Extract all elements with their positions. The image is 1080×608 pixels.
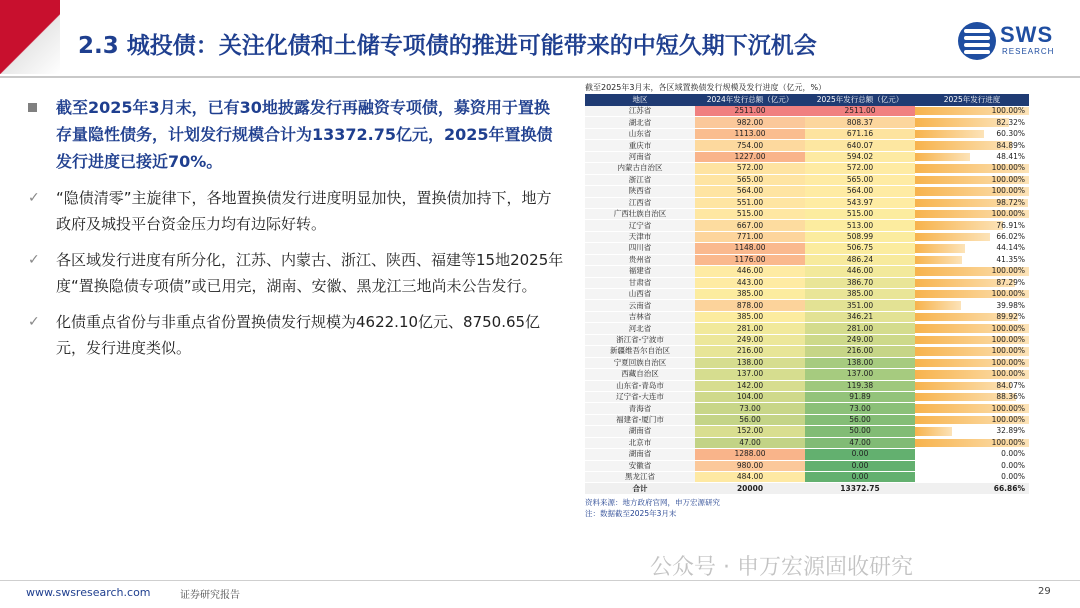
progress-value: 100.00% [991, 186, 1025, 196]
cell-progress [915, 197, 1029, 208]
cell-progress [915, 414, 1029, 425]
cell-2025: 346.21 [805, 311, 915, 322]
table-row [585, 117, 1029, 128]
progress-value: 100.00% [991, 415, 1025, 425]
cell-region: 四川省 [585, 243, 695, 254]
cell-2024: 56.00 [695, 414, 805, 425]
cell-2025: 446.00 [805, 266, 915, 277]
total-2024: 20000 [695, 483, 805, 494]
progress-value: 100.00% [991, 334, 1025, 344]
watermark: 公众号 · 申万宏源固收研究 [650, 555, 913, 580]
cell-2025: 486.24 [805, 254, 915, 265]
cell-progress [915, 231, 1029, 242]
progress-value: 87.29% [996, 277, 1025, 287]
progress-value: 0.00% [1001, 460, 1025, 470]
cell-region: 天津市 [585, 231, 695, 242]
cell-region: 吉林省 [585, 311, 695, 322]
cell-region: 云南省 [585, 300, 695, 311]
cell-2025: 564.00 [805, 186, 915, 197]
progress-value: 82.32% [996, 117, 1025, 127]
progress-value: 89.92% [996, 312, 1025, 322]
total-label: 合计 [585, 483, 695, 494]
progress-value: 76.91% [996, 220, 1025, 230]
progress-value: 98.72% [996, 197, 1025, 207]
cell-region: 江苏省 [585, 106, 695, 117]
cell-2024: 47.00 [695, 437, 805, 448]
cell-2025: 385.00 [805, 289, 915, 300]
main-point [24, 94, 564, 175]
cell-progress [915, 266, 1029, 277]
footer-divider [0, 580, 1080, 581]
cell-2024: 1113.00 [695, 128, 805, 139]
header [0, 0, 1080, 74]
cell-2025: 572.00 [805, 163, 915, 174]
cell-2025: 508.99 [805, 231, 915, 242]
table-row [585, 254, 1029, 265]
cell-progress [915, 140, 1029, 151]
cell-2025: 543.97 [805, 197, 915, 208]
cell-region: 广西壮族自治区 [585, 208, 695, 219]
cell-region: 北京市 [585, 437, 695, 448]
progress-value: 0.00% [1001, 472, 1025, 482]
main-point-text: 截至2025年3月末，已有30地披露发行再融资专项债，募资用于置换存量隐性债务，计划发行规模合计为13372.75亿元，2025年置换债发行进度已接近70%。 [56, 98, 553, 171]
cell-2025: 216.00 [805, 346, 915, 357]
table-header-row [585, 94, 1029, 106]
total-2025: 13372.75 [805, 483, 915, 494]
sub-point-text: 化债重点省份与非重点省份置换债发行规模为4622.10亿元、8750.65亿元，发行进度类似。 [56, 313, 541, 357]
cell-2025: 138.00 [805, 357, 915, 368]
progress-value: 100.00% [991, 403, 1025, 413]
col-header-2024: 2024年发行总额（亿元） [695, 94, 805, 106]
cell-2024: 771.00 [695, 231, 805, 242]
table-row [585, 311, 1029, 322]
progress-value: 100.00% [991, 106, 1025, 116]
table-row [585, 151, 1029, 162]
cell-progress [915, 357, 1029, 368]
table-row [585, 243, 1029, 254]
text-panel [24, 94, 564, 361]
cell-region: 浙江省 [585, 174, 695, 185]
logo-text: SWS [1000, 22, 1054, 47]
progress-value: 32.89% [996, 426, 1025, 436]
cell-2024: 73.00 [695, 403, 805, 414]
table-row [585, 289, 1029, 300]
cell-2025: 91.89 [805, 391, 915, 402]
cell-2025: 50.00 [805, 426, 915, 437]
cell-2025: 594.02 [805, 151, 915, 162]
cell-2025: 640.07 [805, 140, 915, 151]
check-icon: ✓ [28, 314, 40, 330]
cell-2025: 119.38 [805, 380, 915, 391]
cell-2024: 982.00 [695, 117, 805, 128]
cell-progress [915, 403, 1029, 414]
cell-region: 辽宁省 [585, 220, 695, 231]
progress-value: 48.41% [996, 151, 1025, 161]
table-row [585, 197, 1029, 208]
cell-progress [915, 243, 1029, 254]
cell-region: 山西省 [585, 289, 695, 300]
sub-point-text: 各区域发行进度有所分化，江苏、内蒙古、浙江、陕西、福建等15地2025年度“置换隐债专项债”或已用完，湖南、安徽、黑龙江三地尚未公告发行。 [56, 251, 564, 295]
progress-bar [915, 301, 961, 309]
page-title: 2.3 城投债：关注化债和土储专项债的推进可能带来的中短久期下沉机会 [78, 33, 817, 59]
cell-2025: 56.00 [805, 414, 915, 425]
cell-region: 河北省 [585, 323, 695, 334]
cell-progress [915, 391, 1029, 402]
cell-2024: 2511.00 [695, 106, 805, 117]
progress-bar [915, 118, 1009, 126]
cell-2024: 137.00 [695, 369, 805, 380]
table-row [585, 174, 1029, 185]
progress-value: 100.00% [991, 437, 1025, 447]
table-row [585, 128, 1029, 139]
progress-bar [915, 233, 990, 241]
progress-bar [915, 221, 1003, 229]
table-row [585, 403, 1029, 414]
cell-2024: 1227.00 [695, 151, 805, 162]
cell-progress [915, 449, 1029, 460]
progress-value: 100.00% [991, 289, 1025, 299]
cell-region: 福建省 [585, 266, 695, 277]
cell-2025: 73.00 [805, 403, 915, 414]
cell-progress [915, 117, 1029, 128]
cell-2025: 671.16 [805, 128, 915, 139]
cell-2025: 137.00 [805, 369, 915, 380]
cell-2024: 104.00 [695, 391, 805, 402]
cell-region: 山东省-青岛市 [585, 380, 695, 391]
table-row [585, 266, 1029, 277]
cell-progress [915, 380, 1029, 391]
table-row [585, 369, 1029, 380]
progress-value: 100.00% [991, 174, 1025, 184]
cell-region: 重庆市 [585, 140, 695, 151]
progress-value: 100.00% [991, 323, 1025, 333]
cell-progress [915, 254, 1029, 265]
total-progress: 66.86% [915, 483, 1029, 494]
table-row [585, 414, 1029, 425]
cell-2024: 980.00 [695, 460, 805, 471]
sub-point-1 [24, 185, 564, 237]
progress-bar [915, 130, 984, 138]
table-row [585, 277, 1029, 288]
header-divider [0, 76, 1080, 78]
col-header-2025: 2025年发行总额（亿元） [805, 94, 915, 106]
cell-progress [915, 311, 1029, 322]
cell-2025: 0.00 [805, 472, 915, 483]
cell-region: 新疆维吾尔自治区 [585, 346, 695, 357]
cell-2025: 0.00 [805, 460, 915, 471]
cell-progress [915, 208, 1029, 219]
cell-progress [915, 174, 1029, 185]
cell-2025: 506.75 [805, 243, 915, 254]
progress-value: 39.98% [996, 300, 1025, 310]
cell-2024: 281.00 [695, 323, 805, 334]
col-header-region: 地区 [585, 94, 695, 106]
issuance-table-panel [585, 82, 1029, 519]
check-icon: ✓ [28, 190, 40, 206]
table-row [585, 231, 1029, 242]
cell-2024: 152.00 [695, 426, 805, 437]
page-number: 29 [1038, 586, 1051, 597]
cell-progress [915, 323, 1029, 334]
cell-2024: 142.00 [695, 380, 805, 391]
footer-doc-type: 证券研究报告 [180, 590, 240, 601]
cell-progress [915, 334, 1029, 345]
cell-region: 山东省 [585, 128, 695, 139]
cell-2024: 551.00 [695, 197, 805, 208]
sub-point-text: “隐债清零”主旋律下，各地置换债发行进度明显加快，置换债加持下，地方政府及城投平台资金压力均有边际好转。 [56, 189, 552, 233]
cell-2024: 249.00 [695, 334, 805, 345]
cell-region: 河南省 [585, 151, 695, 162]
cell-region: 福建省-厦门市 [585, 414, 695, 425]
source-note: 资料来源：地方政府官网，申万宏源研究 [585, 497, 720, 507]
cell-2024: 1148.00 [695, 243, 805, 254]
header-accent [0, 0, 60, 74]
table-row [585, 391, 1029, 402]
check-icon: ✓ [28, 252, 40, 268]
table-row [585, 380, 1029, 391]
cell-progress [915, 472, 1029, 483]
issuance-table [585, 94, 1029, 495]
cell-2024: 667.00 [695, 220, 805, 231]
cell-region: 西藏自治区 [585, 369, 695, 380]
table-row [585, 300, 1029, 311]
cell-2024: 572.00 [695, 163, 805, 174]
sws-logo [958, 22, 1058, 62]
progress-value: 100.00% [991, 266, 1025, 276]
cell-2025: 281.00 [805, 323, 915, 334]
cell-2024: 878.00 [695, 300, 805, 311]
cell-region: 陕西省 [585, 186, 695, 197]
cell-region: 青海省 [585, 403, 695, 414]
progress-value: 84.89% [996, 140, 1025, 150]
footer-website-link[interactable]: www.swsresearch.com [26, 586, 151, 599]
cell-2024: 515.00 [695, 208, 805, 219]
cell-progress [915, 277, 1029, 288]
cell-region: 湖南省 [585, 426, 695, 437]
cell-region: 内蒙古自治区 [585, 163, 695, 174]
table-notes [585, 497, 1029, 519]
table-row [585, 163, 1029, 174]
cell-2024: 446.00 [695, 266, 805, 277]
progress-value: 88.36% [996, 392, 1025, 402]
cell-2024: 1288.00 [695, 449, 805, 460]
progress-value: 100.00% [991, 346, 1025, 356]
progress-value: 100.00% [991, 357, 1025, 367]
cell-2025: 513.00 [805, 220, 915, 231]
col-header-progress: 2025年发行进度 [915, 94, 1029, 106]
table-row [585, 140, 1029, 151]
cell-2024: 138.00 [695, 357, 805, 368]
table-row [585, 460, 1029, 471]
cell-region: 安徽省 [585, 460, 695, 471]
progress-value: 60.30% [996, 129, 1025, 139]
table-row [585, 334, 1029, 345]
cell-progress [915, 426, 1029, 437]
cell-region: 江西省 [585, 197, 695, 208]
cell-progress [915, 128, 1029, 139]
cell-region: 浙江省-宁波市 [585, 334, 695, 345]
cell-2024: 564.00 [695, 186, 805, 197]
progress-value: 100.00% [991, 163, 1025, 173]
table-row [585, 426, 1029, 437]
cell-progress [915, 220, 1029, 231]
cell-2025: 2511.00 [805, 106, 915, 117]
cell-region: 贵州省 [585, 254, 695, 265]
cell-progress [915, 460, 1029, 471]
cell-2024: 216.00 [695, 346, 805, 357]
cell-progress [915, 437, 1029, 448]
cell-2025: 808.37 [805, 117, 915, 128]
sub-point-2 [24, 247, 564, 299]
cell-2025: 249.00 [805, 334, 915, 345]
cell-progress [915, 300, 1029, 311]
cell-2024: 385.00 [695, 289, 805, 300]
cell-2025: 0.00 [805, 449, 915, 460]
cell-2024: 443.00 [695, 277, 805, 288]
progress-value: 0.00% [1001, 449, 1025, 459]
cell-progress [915, 151, 1029, 162]
cell-region: 湖南省 [585, 449, 695, 460]
cell-2024: 1176.00 [695, 254, 805, 265]
cell-region: 黑龙江省 [585, 472, 695, 483]
table-row [585, 208, 1029, 219]
square-bullet-icon [28, 103, 37, 112]
table-row [585, 323, 1029, 334]
cell-2025: 386.70 [805, 277, 915, 288]
progress-value: 66.02% [996, 232, 1025, 242]
table-row [585, 346, 1029, 357]
cell-2025: 351.00 [805, 300, 915, 311]
progress-value: 100.00% [991, 369, 1025, 379]
progress-value: 100.00% [991, 209, 1025, 219]
table-row [585, 357, 1029, 368]
total-row [585, 483, 1029, 494]
progress-value: 84.07% [996, 380, 1025, 390]
table-row [585, 472, 1029, 483]
cell-progress [915, 369, 1029, 380]
cell-region: 湖北省 [585, 117, 695, 128]
cell-region: 甘肃省 [585, 277, 695, 288]
cell-2025: 47.00 [805, 437, 915, 448]
cell-2024: 565.00 [695, 174, 805, 185]
cell-2024: 385.00 [695, 311, 805, 322]
cell-progress [915, 106, 1029, 117]
cell-2025: 515.00 [805, 208, 915, 219]
date-note: 注：数据截至2025年3月末 [585, 508, 677, 518]
table-row [585, 437, 1029, 448]
cell-progress [915, 289, 1029, 300]
logo-mark-icon [958, 22, 996, 60]
progress-bar [915, 153, 970, 161]
cell-2024: 754.00 [695, 140, 805, 151]
progress-bar [915, 256, 962, 264]
cell-2025: 565.00 [805, 174, 915, 185]
cell-2024: 484.00 [695, 472, 805, 483]
table-row [585, 186, 1029, 197]
progress-value: 44.14% [996, 243, 1025, 253]
progress-bar [915, 427, 952, 435]
cell-progress [915, 346, 1029, 357]
sub-point-3 [24, 309, 564, 361]
cell-progress [915, 186, 1029, 197]
cell-region: 宁夏回族自治区 [585, 357, 695, 368]
table-row [585, 449, 1029, 460]
cell-progress [915, 163, 1029, 174]
table-caption: 截至2025年3月末，各区域置换债发行规模及发行进度（亿元，%） [585, 83, 827, 92]
logo-sub: RESEARCH [1002, 47, 1055, 56]
table-row [585, 220, 1029, 231]
cell-region: 辽宁省-大连市 [585, 391, 695, 402]
table-row [585, 106, 1029, 117]
progress-value: 41.35% [996, 254, 1025, 264]
progress-bar [915, 244, 965, 252]
